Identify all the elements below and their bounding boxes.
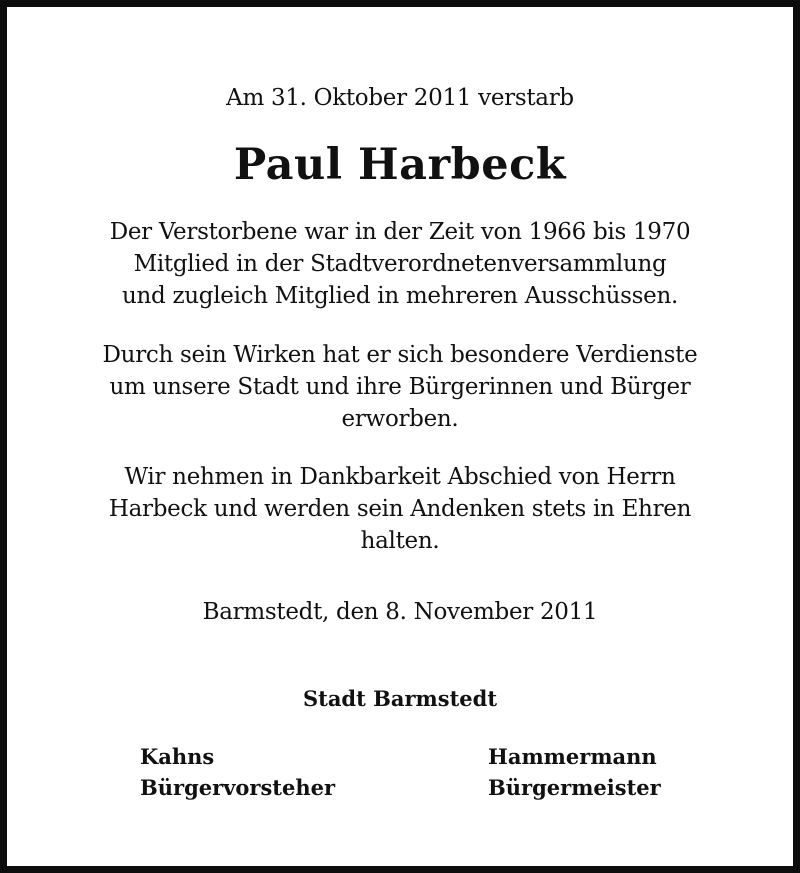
paragraph-2-line-1: Durch sein Wirken hat er sich besondere Verdienste bbox=[102, 342, 698, 368]
place-date-line: Barmstedt, den 8. November 2011 bbox=[202, 599, 598, 625]
paragraph-2-line-2: um unsere Stadt und ihre Bürgerinnen und Bürger bbox=[109, 374, 691, 400]
issuer: Stadt Barmstedt bbox=[302, 686, 498, 711]
intro-line: Am 31. Oktober 2011 verstarb bbox=[226, 85, 574, 111]
deceased-name: Paul Harbeck bbox=[233, 140, 567, 190]
paragraph-1-line-1: Der Verstorbene war in der Zeit von 1966 bis 1970 bbox=[109, 219, 691, 245]
paragraph-3-line-1: Wir nehmen in Dankbarkeit Abschied von Herrn bbox=[124, 464, 676, 490]
signatory-name: Hammermann bbox=[488, 744, 657, 769]
signatory-title: Bürgervorsteher bbox=[140, 775, 336, 800]
paragraph-1-line-3: und zugleich Mitglied in mehreren Ausschüssen. bbox=[121, 283, 678, 309]
signatory-left bbox=[140, 741, 335, 803]
paragraph-3-line-2: Harbeck und werden sein Andenken stets in Ehren bbox=[108, 496, 692, 522]
signatory-right bbox=[488, 741, 661, 803]
paragraph-2-line-3: erworben. bbox=[341, 406, 459, 432]
paragraph-3-line-3: halten. bbox=[360, 528, 440, 554]
signatory-name: Kahns bbox=[140, 744, 215, 769]
signatory-title: Bürgermeister bbox=[488, 775, 661, 800]
paragraph-1-line-2: Mitglied in der Stadtverordnetenversammlung bbox=[133, 251, 667, 277]
